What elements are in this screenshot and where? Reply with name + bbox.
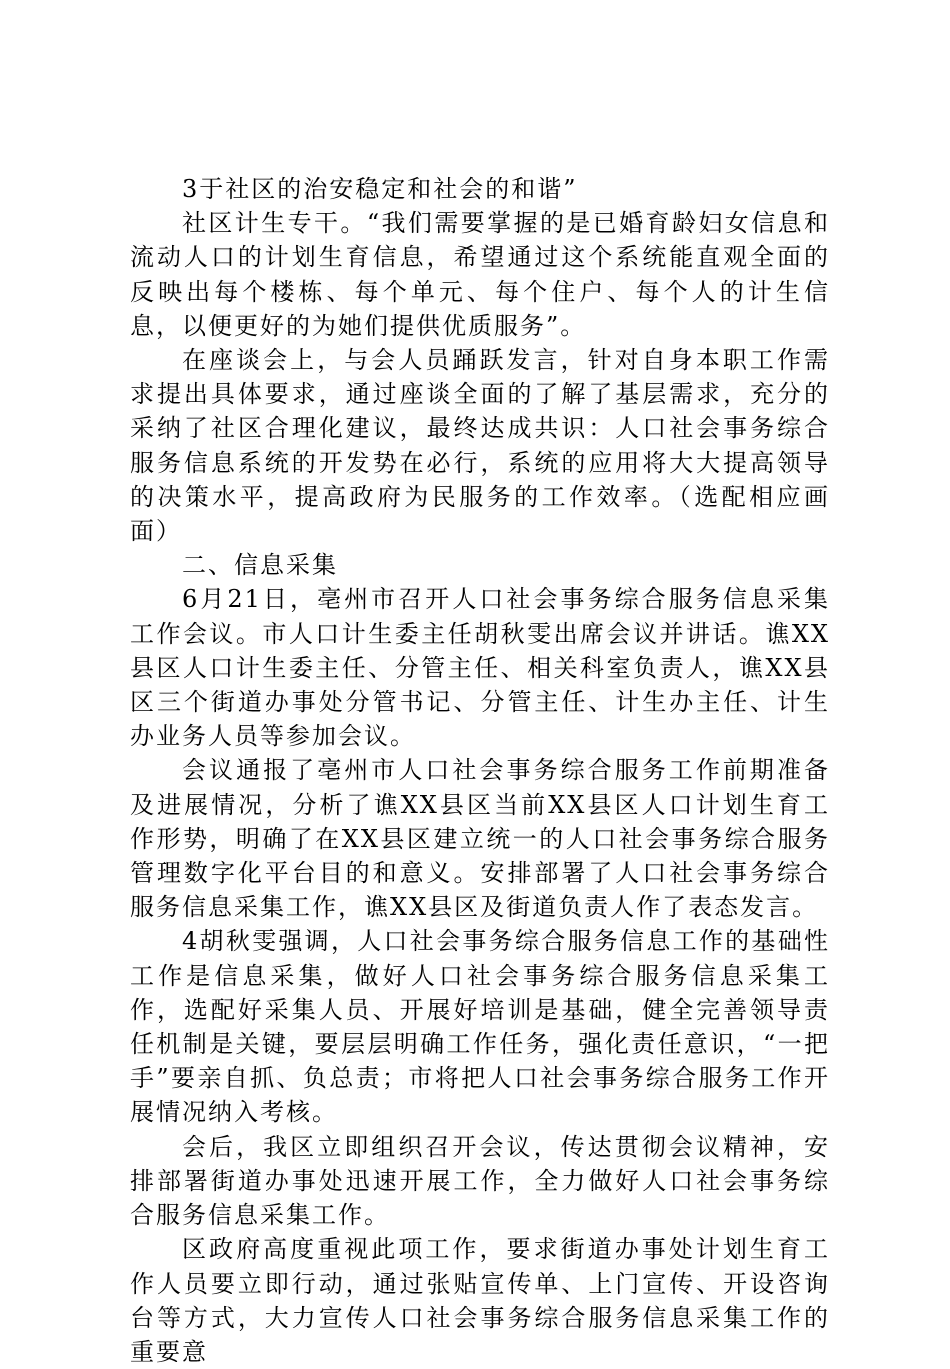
paragraph-june-meeting: 6月21日，亳州市召开人口社会事务综合服务信息采集工作会议。市人口计生委主任胡秋雯出席会议并讲话。谯XX县区人口计生委主任、分管主任、相关科室负责人，谯XX县区三个街道办事处分管书记、分管主任、计生办主任、计生办业务人员等参加会议。 [130,585,830,751]
paragraph-community-harmony: 3于社区的治安稳定和社会的和谐” [182,175,578,203]
paragraph-after-meeting: 会后，我区立即组织召开会议，传达贯彻会议精神，安排部署街道办事处迅速开展工作，全力做好人口社会事务综合服务信息采集工作。 [130,1132,830,1230]
document-body [130,172,830,1369]
paragraph-director-emphasis: 4胡秋雯强调，人口社会事务综合服务信息工作的基础性工作是信息采集，做好人口社会事务综合服务信息采集工作，选配好采集人员、开展好培训是基础，健全完善领导责任机制是关键，要层层明确工作任务，强化责任意识，“一把手”要亲自抓、负总责；市将把人口社会事务综合服务工作开展情况纳入考核。 [130,927,830,1127]
paragraph-symposium: 在座谈会上，与会人员踊跃发言，针对自身本职工作需求提出具体要求，通过座谈全面的了解了基层需求，充分的采纳了社区合理化建议，最终达成共识：人口社会事务综合服务信息系统的开发势在必行，系统的应用将大大提高领导的决策水平，提高政府为民服务的工作效率。（选配相应画面） [130,346,830,546]
paragraph-meeting-report: 会议通报了亳州市人口社会事务综合服务工作前期准备及进展情况，分析了谯XX县区当前XX县区人口计划生育工作形势，明确了在XX县区建立统一的人口社会事务综合服务管理数字化平台目的和意义。安排部署了人口社会事务综合服务信息采集工作，谯XX县区及街道负责人作了表态发言。 [130,756,830,922]
paragraph-district-government: 区政府高度重视此项工作，要求街道办事处计划生育工作人员要立即行动，通过张贴宣传单、上门宣传、开设咨询台等方式，大力宣传人口社会事务综合服务信息采集工作的重要意 [130,1235,830,1366]
paragraph-family-planning-officer: 社区计生专干。“我们需要掌握的是已婚育龄妇女信息和流动人口的计划生育信息，希望通过这个系统能直观全面的反映出每个楼栋、每个单元、每个住户、每个人的计生信息，以便更好的为她们提供优质服务”。 [130,209,830,340]
section-heading-info-collection: 二、信息采集 [182,551,338,580]
